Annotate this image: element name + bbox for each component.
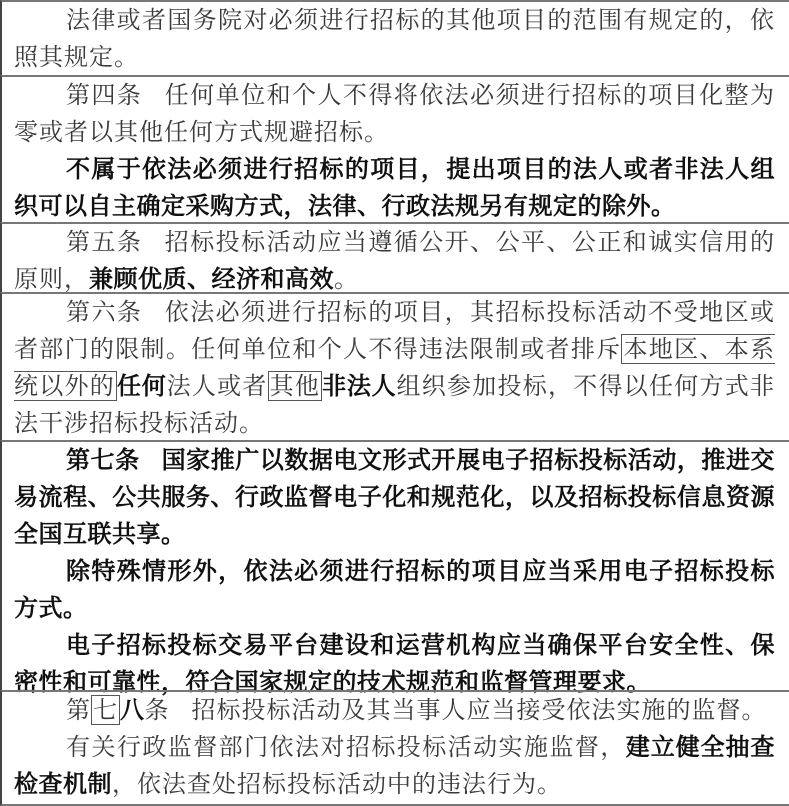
added-paragraph bbox=[14, 151, 775, 225]
article-label-suffix: 条 bbox=[144, 696, 170, 724]
paragraph-text: ，依法查处招标投标活动中的违法行为。 bbox=[112, 770, 562, 798]
row-article-3-continuation bbox=[0, 0, 789, 75]
added-text: 兼顾优质、经济和高效 bbox=[89, 265, 334, 293]
deleted-number-box: 七 bbox=[93, 696, 118, 724]
paragraph-text: 法人或者 bbox=[166, 372, 268, 400]
added-text: 非法人 bbox=[322, 372, 397, 400]
added-text: 不属于依法必须进行招标的项目，提出项目的法人或者非法人组织可以自主确定采购方式，法律、行政法规另有规定的除外。 bbox=[14, 155, 775, 220]
article-label: 第七条 bbox=[66, 446, 140, 474]
article-label: 第六条 bbox=[66, 298, 143, 326]
added-text: 国家推广以数据电文形式开展电子招标投标活动，推进交易流程、公共服务、行政监督电子化和规范化，以及招标投标信息资源全国互联共享。 bbox=[14, 446, 776, 548]
paragraph bbox=[14, 729, 775, 803]
deleted-text-box: 其他 bbox=[269, 372, 321, 400]
paragraph-text: 有关行政监督部门依法对招标投标活动实施监督， bbox=[66, 733, 626, 761]
paragraph-text: 招标投标活动应当遵循公开、公平、公正和诚实信用的原则， bbox=[14, 228, 776, 293]
paragraph-text: 依法必须进行招标的项目，其招标投标活动不受地区或者部门的限制。任何单位和个人不得违法限制或者排斥 bbox=[14, 298, 776, 363]
paragraph bbox=[14, 2, 775, 76]
row-article-4 bbox=[0, 75, 789, 222]
article-label-prefix: 第 bbox=[66, 696, 91, 724]
paragraph-text: 招标投标活动及其当事人应当接受依法实施的监督。 bbox=[191, 696, 767, 724]
paragraph bbox=[14, 77, 775, 151]
row-article-8 bbox=[0, 690, 789, 806]
added-text: 任何 bbox=[117, 372, 167, 400]
paragraph bbox=[14, 224, 775, 298]
paragraph-text: 法律或者国务院对必须进行招标的其他项目的范围有规定的，依照其规定。 bbox=[14, 6, 775, 71]
added-text: 建立健全抽查检查机制 bbox=[14, 733, 776, 798]
paragraph bbox=[14, 294, 775, 442]
paragraph-text: 任何单位和个人不得将依法必须进行招标的项目化整为零或者以其他任何方式规避招标。 bbox=[14, 81, 776, 146]
paragraph bbox=[14, 692, 775, 729]
row-article-5 bbox=[0, 222, 789, 292]
paragraph-text: 组织参加投标，不得以任何方式非法干涉招标投标活动。 bbox=[14, 372, 776, 437]
added-paragraph bbox=[14, 442, 775, 553]
article-label: 第五条 bbox=[66, 228, 143, 256]
article-label: 第四条 bbox=[66, 81, 143, 109]
added-text: 电子招标投标交易平台建设和运营机构应当确保平台安全性、保密性和可靠性，符合国家规定的技术规范和监督管理要求。 bbox=[14, 631, 775, 696]
added-text: 除特殊情形外，依法必须进行招标的项目应当采用电子招标投标方式。 bbox=[14, 557, 775, 622]
deleted-text-box: 本地区、本系统以外的 bbox=[14, 335, 776, 400]
row-article-7-new bbox=[0, 440, 789, 696]
added-number: 八 bbox=[120, 696, 145, 724]
punctuation: 。 bbox=[334, 265, 359, 293]
added-paragraph bbox=[14, 553, 775, 627]
row-article-6 bbox=[0, 292, 789, 440]
